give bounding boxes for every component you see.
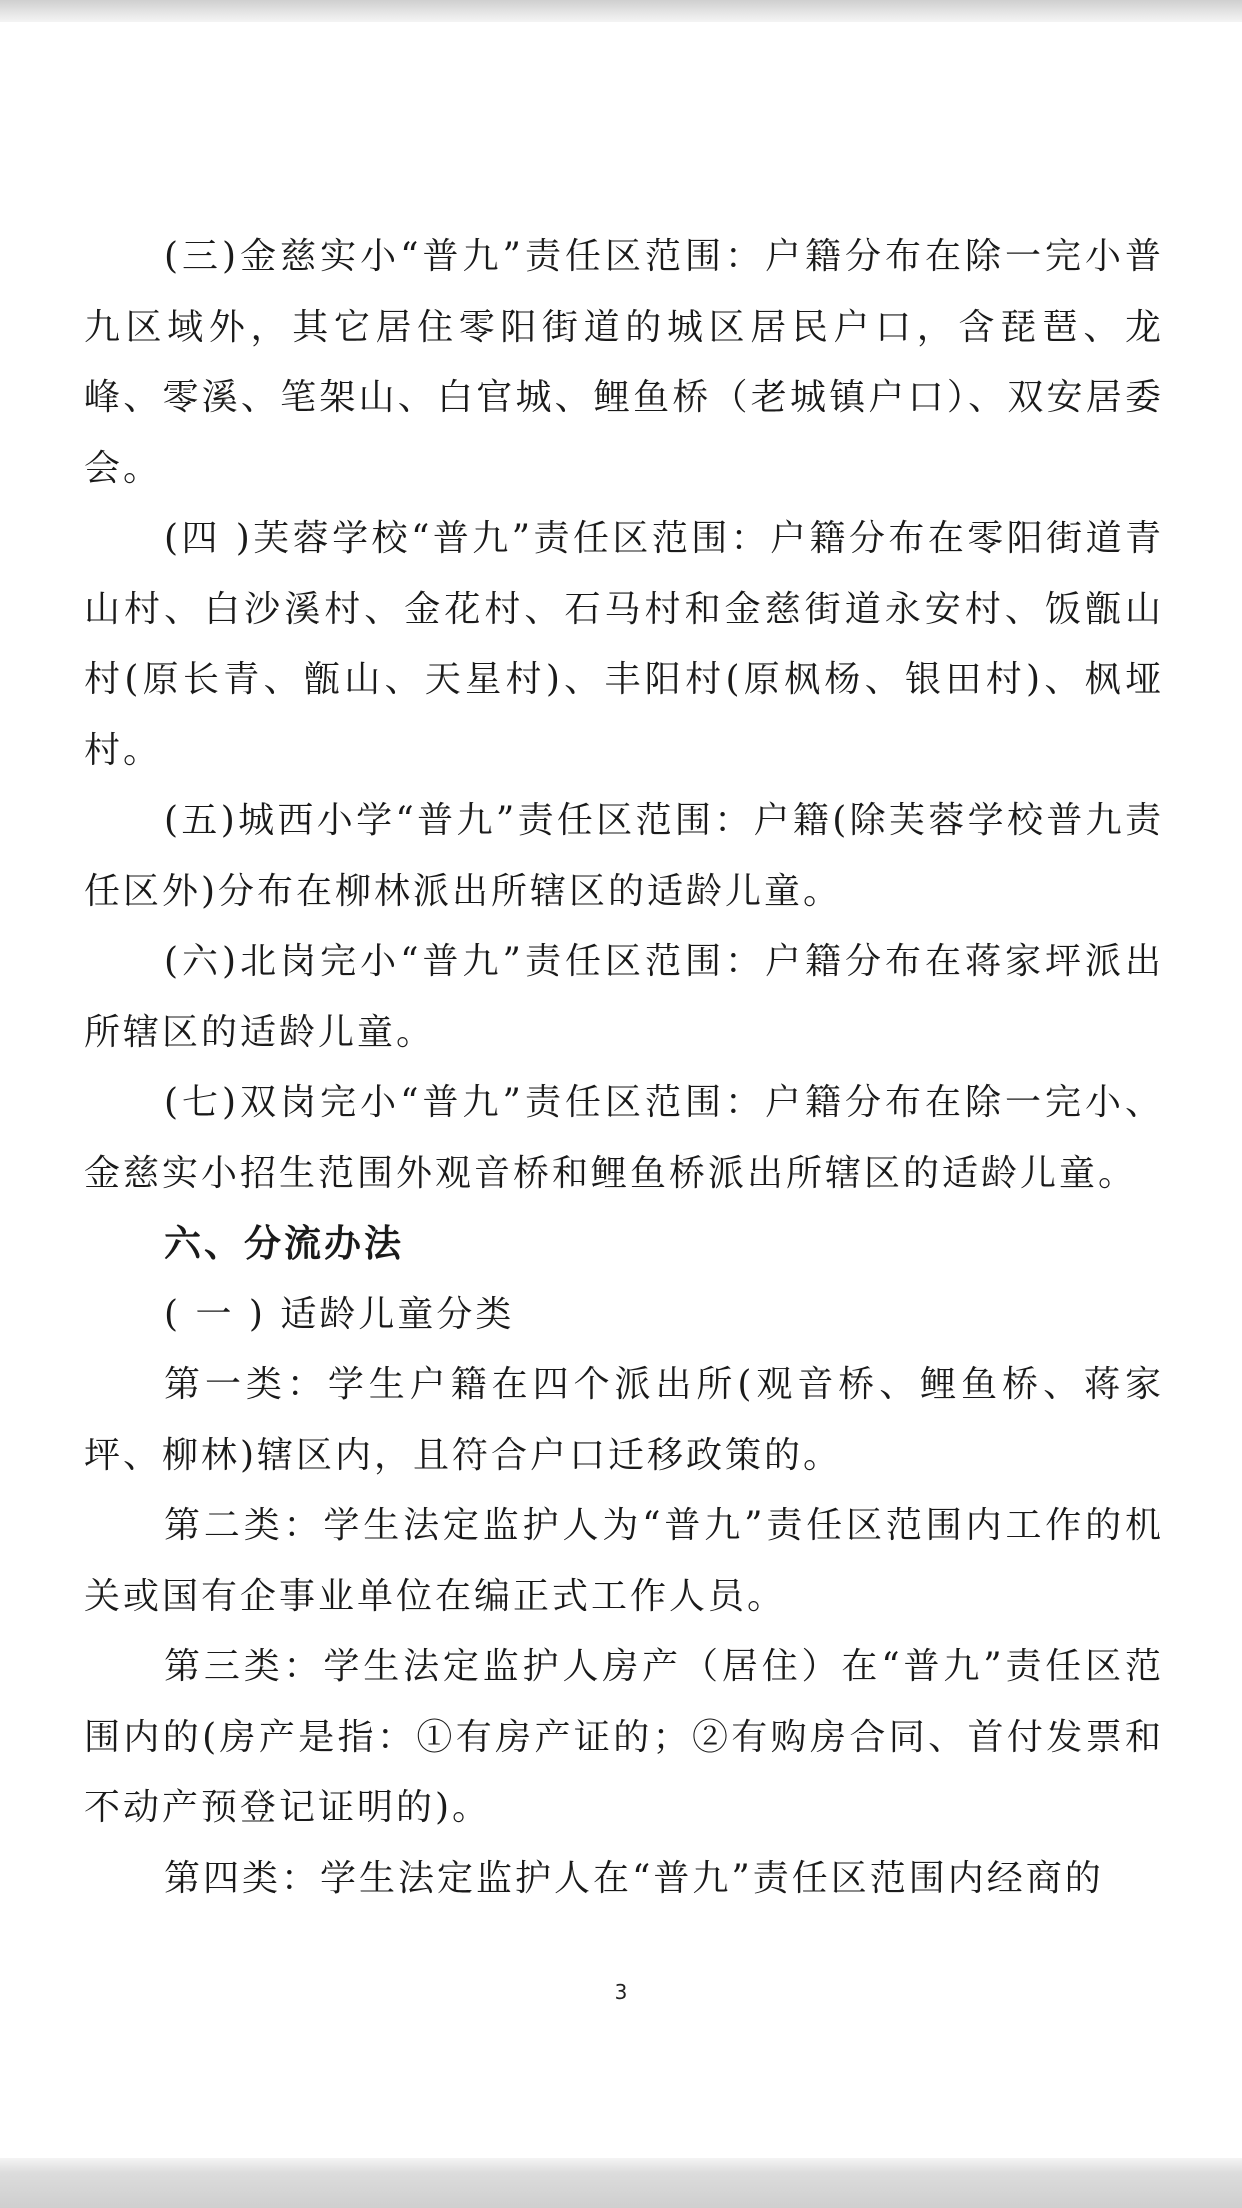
- paragraph-category-3: 第三类：学生法定监护人房产（居住）在“普九”责任区范围内的(房产是指：①有房产证的；②有购房合同、首付发票和不动产预登记证明的)。: [84, 1646, 1164, 1828]
- paragraph-category-2: 第二类：学生法定监护人为“普九”责任区范围内工作的机关或国有企事业单位在编正式工作人员。: [84, 1505, 1164, 1617]
- paragraph-zone-5: (五)城西小学“普九”责任区范围：户籍(除芙蓉学校普九责任区外)分布在柳林派出所辖区的适龄儿童。: [84, 800, 1164, 912]
- document-page: [84, 222, 1164, 1914]
- top-edge: [0, 0, 1242, 22]
- paragraph-zone-6: (六)北岗完小“普九”责任区范围：户籍分布在蒋家坪派出所辖区的适龄儿童。: [84, 941, 1164, 1053]
- bottom-edge: [0, 2158, 1242, 2208]
- subsection-title: ( 一 ) 适龄儿童分类: [164, 1293, 515, 1335]
- paragraph-zone-4: (四 )芙蓉学校“普九”责任区范围：户籍分布在零阳街道青山村、白沙溪村、金花村、石马村和金慈街道永安村、饭甑山村(原长青、甑山、天星村)、丰阳村(原枫杨、银田村)、枫垭村。: [84, 518, 1164, 771]
- section-heading: 六、分流办法: [164, 1222, 404, 1265]
- page-number: 3: [614, 1980, 628, 2004]
- paragraph-zone-7: (七)双岗完小“普九”责任区范围：户籍分布在除一完小、金慈实小招生范围外观音桥和鲤鱼桥派出所辖区的适龄儿童。: [84, 1082, 1164, 1194]
- paragraph-zone-3: (三)金慈实小“普九”责任区范围：户籍分布在除一完小普九区域外，其它居住零阳街道的城区居民户口，含琵琶、龙峰、零溪、笔架山、白官城、鲤鱼桥（老城镇户口）、双安居委会。: [84, 236, 1164, 489]
- paragraph-category-1: 第一类：学生户籍在四个派出所(观音桥、鲤鱼桥、蒋家坪、柳林)辖区内，且符合户口迁移政策的。: [84, 1364, 1164, 1476]
- paragraph-category-4: 第四类：学生法定监护人在“普九”责任区范围内经商的: [164, 1857, 1104, 1899]
